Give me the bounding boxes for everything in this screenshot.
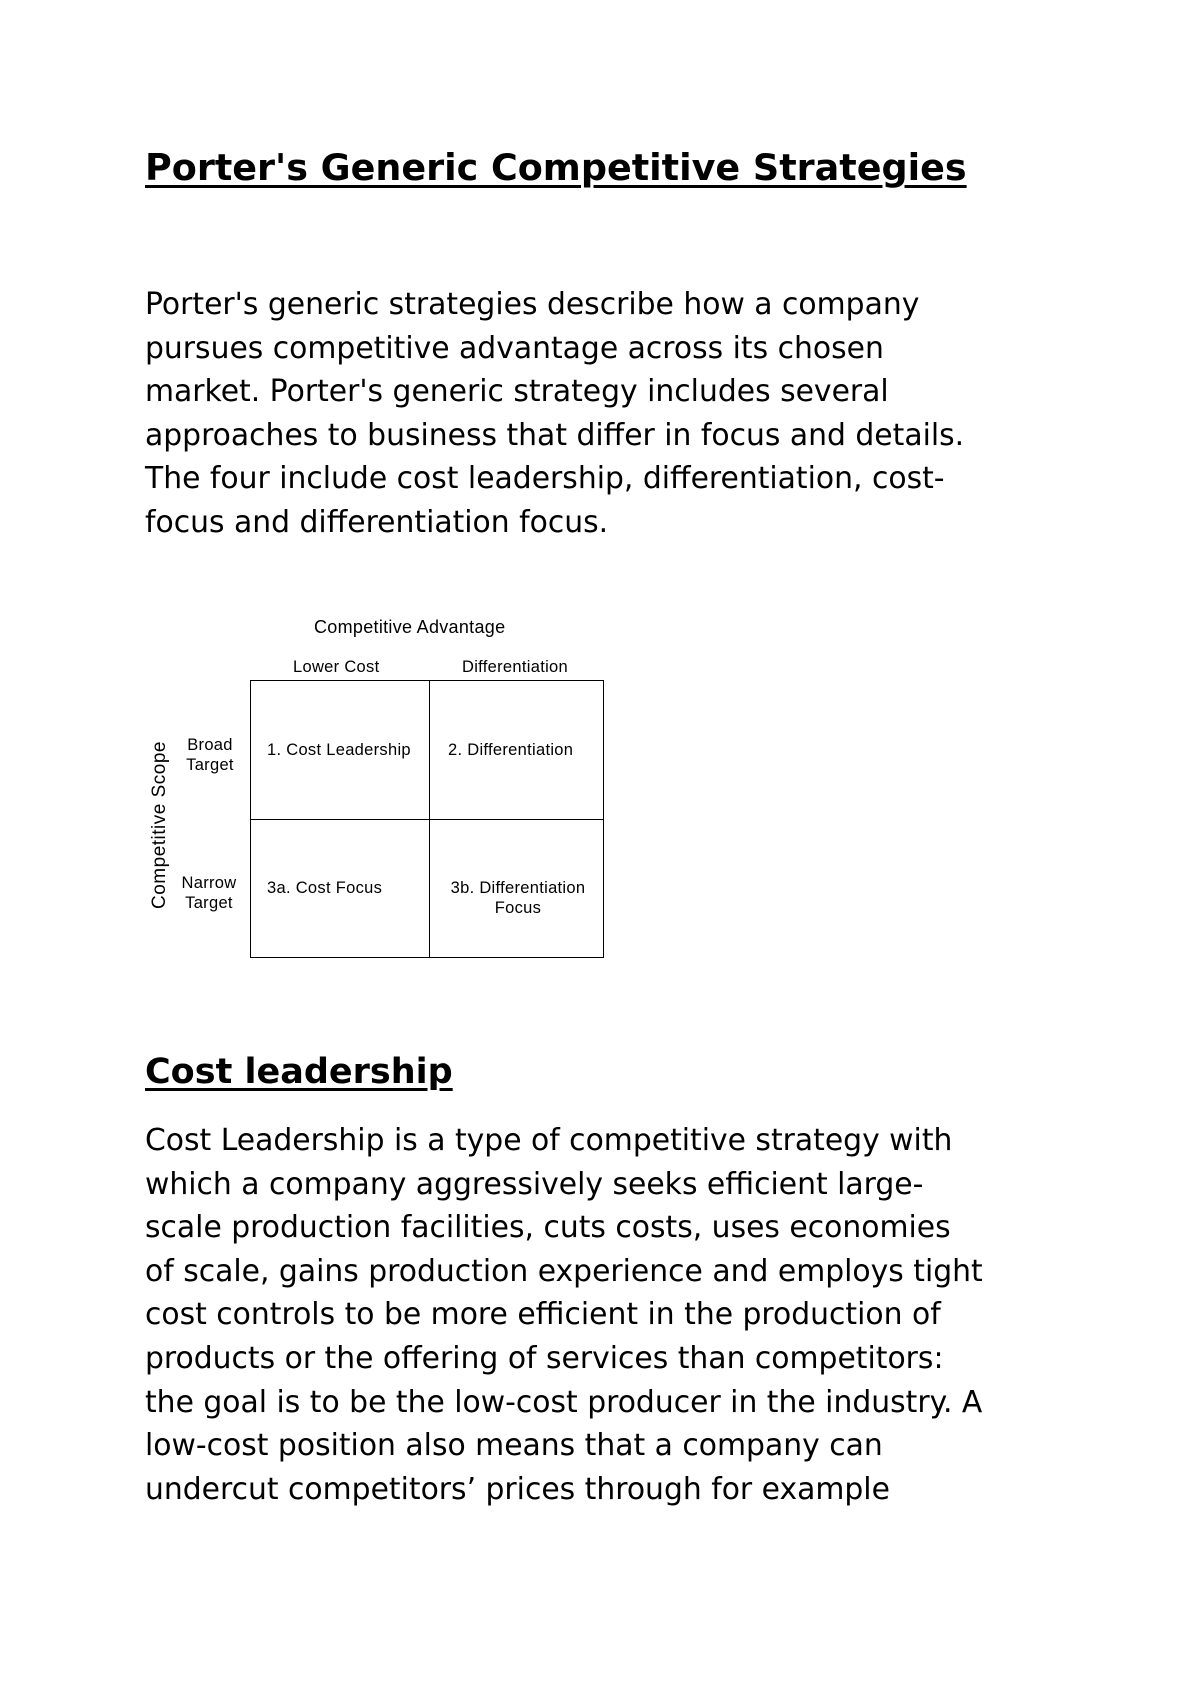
row-label-line: Narrow <box>181 874 237 892</box>
body-line: of scale, gains production experience and employs tight <box>145 1253 983 1289</box>
narrow-target-label <box>174 873 244 913</box>
intro-line: approaches to business that differ in focus and details. <box>145 417 965 453</box>
competitive-advantage-label: Competitive Advantage <box>314 617 506 637</box>
row-label-line: Broad <box>187 736 233 754</box>
body-line: undercut competitors’ prices through for example <box>145 1471 890 1507</box>
lower-cost-column-label: Lower Cost <box>293 658 380 676</box>
cost-leadership-cell: 1. Cost Leadership <box>267 741 411 759</box>
body-line: products or the offering of services than competitors: <box>145 1340 944 1376</box>
cost-leadership-paragraph <box>145 1119 1095 1511</box>
intro-line: pursues competitive advantage across its chosen <box>145 330 884 366</box>
cell-line: 3b. Differentiation <box>450 879 586 897</box>
intro-paragraph <box>145 283 1095 545</box>
body-line: the goal is to be the low-cost producer in the industry. A <box>145 1384 983 1420</box>
cell-line: Focus <box>494 899 542 917</box>
intro-line: Porter's generic strategies describe how a company <box>145 287 920 322</box>
differentiation-column-label: Differentiation <box>462 658 569 676</box>
row-label-line: Target <box>185 894 233 912</box>
matrix-grid <box>250 680 604 958</box>
intro-line: market. Porter's generic strategy includes several <box>145 374 889 410</box>
page-title: Porter's Generic Competitive Strategies <box>145 146 967 189</box>
body-line: which a company aggressively seeks efficient large- <box>145 1166 924 1202</box>
body-line: cost controls to be more efficient in the production of <box>145 1297 941 1333</box>
grid-divider-horizontal <box>251 819 603 820</box>
intro-line: The four include cost leadership, differentiation, cost- <box>145 461 945 497</box>
body-line: scale production facilities, cuts costs, uses economies <box>145 1210 951 1246</box>
differentiation-cell: 2. Differentiation <box>448 741 574 759</box>
body-line: low-cost position also means that a company can <box>145 1428 883 1464</box>
broad-target-label <box>180 735 240 775</box>
intro-line: focus and differentiation focus. <box>145 504 609 540</box>
generic-strategies-matrix <box>140 610 620 960</box>
differentiation-focus-cell <box>435 878 601 918</box>
cost-focus-cell: 3a. Cost Focus <box>267 879 383 897</box>
competitive-scope-label: Competitive Scope <box>149 741 170 909</box>
row-label-line: Target <box>186 756 234 774</box>
body-line: Cost Leadership is a type of competitive strategy with <box>145 1123 953 1158</box>
section-heading: Cost leadership <box>145 1052 453 1092</box>
